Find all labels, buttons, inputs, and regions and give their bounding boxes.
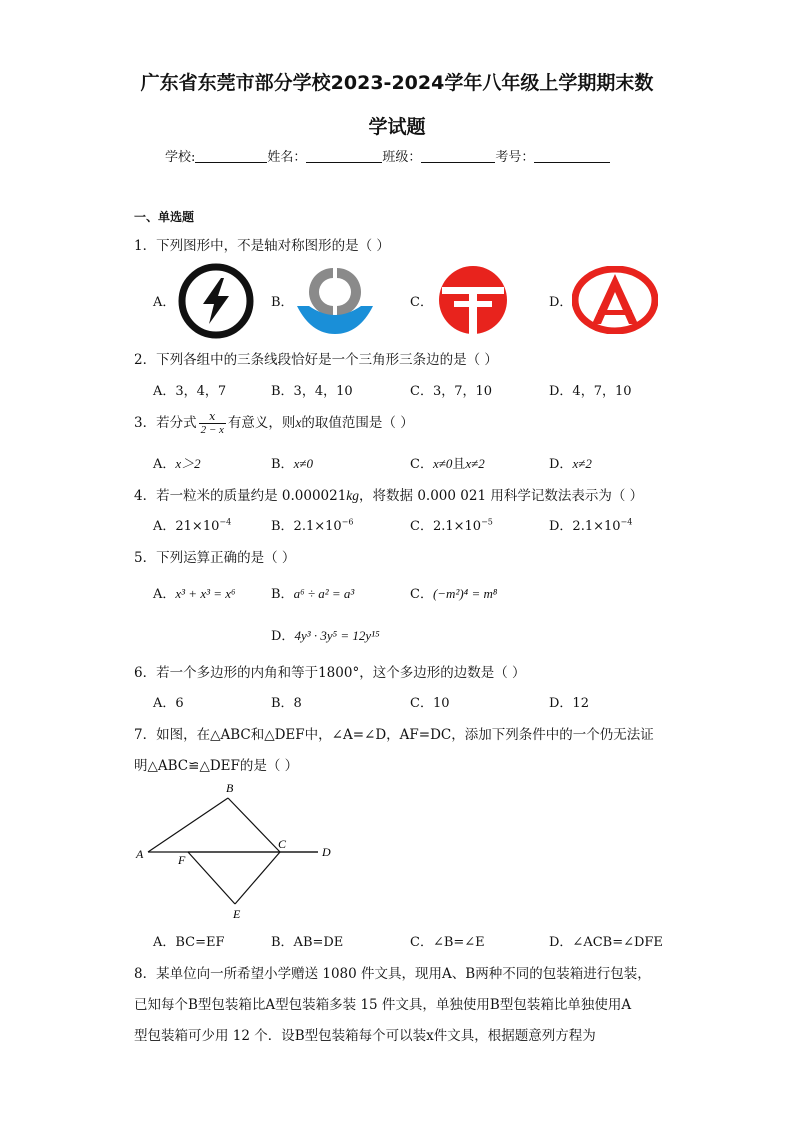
label-b: B	[226, 781, 234, 795]
q7-option-b[interactable]: B．AB=DE	[271, 935, 344, 950]
q4-unit: kg	[346, 488, 360, 503]
q3-c-math2: x≠2	[465, 456, 485, 471]
q7-option-a[interactable]: A．BC=EF	[153, 935, 225, 950]
q7-stem-line1: 7．如图，在△ABC和△DEF中，∠A=∠D，AF=DC，添加下列条件中的一个仍无法证	[134, 727, 654, 743]
q5-d-math: 4y³ · 3y⁵ = 12y¹⁵	[294, 628, 380, 643]
q6-option-d[interactable]: D．12	[549, 696, 589, 711]
q7-option-d[interactable]: D．∠ACB=∠DFE	[549, 935, 663, 950]
q5-b-math: a⁶ ÷ a² = a³	[293, 586, 355, 601]
q3-d-math: x≠2	[572, 456, 592, 471]
label-c: C	[278, 837, 287, 851]
id-blank[interactable]	[534, 150, 610, 163]
q7-stem-line2: 明△ABC≌△DEF的是（ ）	[134, 758, 299, 774]
class-label: 班级：	[382, 150, 422, 165]
school-label: 学校:	[165, 150, 196, 165]
class-blank[interactable]	[421, 150, 495, 163]
q6-option-a[interactable]: A．6	[153, 696, 184, 711]
red-oval-logo-icon	[572, 266, 658, 334]
q5-c-label: C．	[410, 587, 433, 602]
q4-c-exp: −5	[481, 517, 493, 527]
label-a: A	[136, 847, 144, 861]
q3-d-label: D．	[549, 457, 573, 472]
ring-ship-logo-icon	[295, 262, 375, 338]
q5-option-b[interactable]	[271, 583, 354, 602]
q3-a-math: x＞2	[175, 456, 201, 471]
q4-stem-post: ，将数据 0.000 021 用科学记数法表示为（ ）	[359, 488, 644, 504]
q5-a-label: A．	[153, 587, 176, 602]
q3-c-and: 且	[452, 457, 466, 472]
q2-option-b[interactable]: B．3，4，10	[271, 384, 353, 399]
name-label: 姓名：	[267, 150, 307, 165]
q3-option-a[interactable]	[153, 453, 201, 472]
q2-option-a[interactable]: A．3，4，7	[153, 384, 227, 399]
q5-option-c[interactable]	[410, 583, 497, 602]
q5-c-math: (−m²)⁴ = m⁸	[432, 586, 498, 601]
q3-stem	[134, 410, 414, 437]
section-title: 一、单选题	[134, 210, 195, 224]
id-label: 考号：	[495, 150, 535, 165]
q3-c-label: C．	[410, 457, 433, 472]
q3-a-label: A．	[153, 457, 176, 472]
q6-option-b[interactable]: B．8	[271, 696, 302, 711]
red-circle-logo-icon	[436, 263, 510, 337]
q4-c-text: C．2.1×10	[410, 519, 482, 534]
q2-option-c[interactable]: C．3，7，10	[410, 384, 493, 399]
q5-option-d[interactable]	[271, 625, 380, 644]
q3-fraction	[199, 410, 226, 437]
name-blank[interactable]	[306, 150, 382, 163]
label-d: D	[322, 845, 331, 859]
q4-stem	[134, 484, 643, 504]
q4-option-d[interactable]	[549, 515, 632, 534]
q5-a-math: x³ + x³ = x⁶	[175, 586, 236, 601]
q6-option-c[interactable]: C．10	[410, 696, 450, 711]
q8-line2: 已知每个B型包装箱比A型包装箱多装 15 件文具，单独使用B型包装箱比单独使用A	[134, 997, 632, 1013]
q3-frac-den: 2 − x	[200, 424, 224, 436]
q3-b-label: B．	[271, 457, 294, 472]
q3-option-d[interactable]	[549, 453, 592, 472]
school-blank[interactable]	[195, 150, 267, 163]
q4-b-text: B．2.1×10	[271, 519, 342, 534]
q3-b-math: x≠0	[293, 456, 313, 471]
q3-frac-num: x	[199, 410, 226, 424]
page-title-line1: 广东省东莞市部分学校2023-2024学年八年级上学期期末数	[140, 72, 654, 94]
q3-option-b[interactable]	[271, 453, 313, 472]
q2-stem: 2．下列各组中的三条线段恰好是一个三角形三条边的是（ ）	[134, 352, 498, 368]
q5-stem: 5．下列运算正确的是（ ）	[134, 550, 296, 566]
q4-stem-pre: 4．若一粒米的质量约是 0.000021	[134, 488, 347, 504]
q1-option-d[interactable]: D．	[549, 295, 573, 310]
q5-d-label: D．	[271, 629, 295, 644]
label-e: E	[233, 907, 241, 921]
q4-a-text: A．21×10	[153, 519, 220, 534]
q2-option-d[interactable]: D．4，7，10	[549, 384, 632, 399]
q5-option-a[interactable]	[153, 583, 236, 602]
q5-b-label: B．	[271, 587, 294, 602]
q3-var: x	[295, 415, 302, 430]
q6-stem: 6．若一个多边形的内角和等于1800°，这个多边形的边数是（ ）	[134, 665, 526, 681]
q3-stem-post: 有意义，则	[227, 415, 296, 431]
q4-d-text: D．2.1×10	[549, 519, 621, 534]
label-f: F	[178, 853, 186, 867]
q4-b-exp: −6	[341, 517, 354, 527]
q4-option-c[interactable]	[410, 515, 493, 534]
q1-stem: 1．下列图形中，不是轴对称图形的是（ ）	[134, 238, 390, 254]
student-info-row	[165, 146, 610, 165]
q4-a-exp: −4	[219, 517, 232, 527]
q1-option-b[interactable]: B．	[271, 295, 294, 310]
lightning-circle-icon	[177, 262, 255, 340]
q4-option-a[interactable]	[153, 515, 231, 534]
q3-stem-pre: 3．若分式	[134, 415, 197, 431]
q4-option-b[interactable]	[271, 515, 353, 534]
q8-line1: 8．某单位向一所希望小学赠送 1080 件文具，现用A、B两种不同的包装箱进行包装，	[134, 966, 651, 982]
page-title-line2: 学试题	[368, 116, 426, 138]
q7-option-c[interactable]: C．∠B=∠E	[410, 935, 485, 950]
q8-line3: 型包装箱可少用 12 个．设B型包装箱每个可以装x件文具，根据题意列方程为	[134, 1028, 596, 1044]
q1-option-a[interactable]: A．	[153, 295, 176, 310]
q1-option-c[interactable]: C．	[410, 295, 433, 310]
q3-option-c[interactable]	[410, 453, 485, 472]
q7-triangle-figure	[130, 778, 340, 923]
q3-c-math1: x≠0	[432, 456, 453, 471]
q4-d-exp: −4	[620, 517, 633, 527]
q3-stem-end: 的取值范围是（ ）	[301, 415, 414, 431]
